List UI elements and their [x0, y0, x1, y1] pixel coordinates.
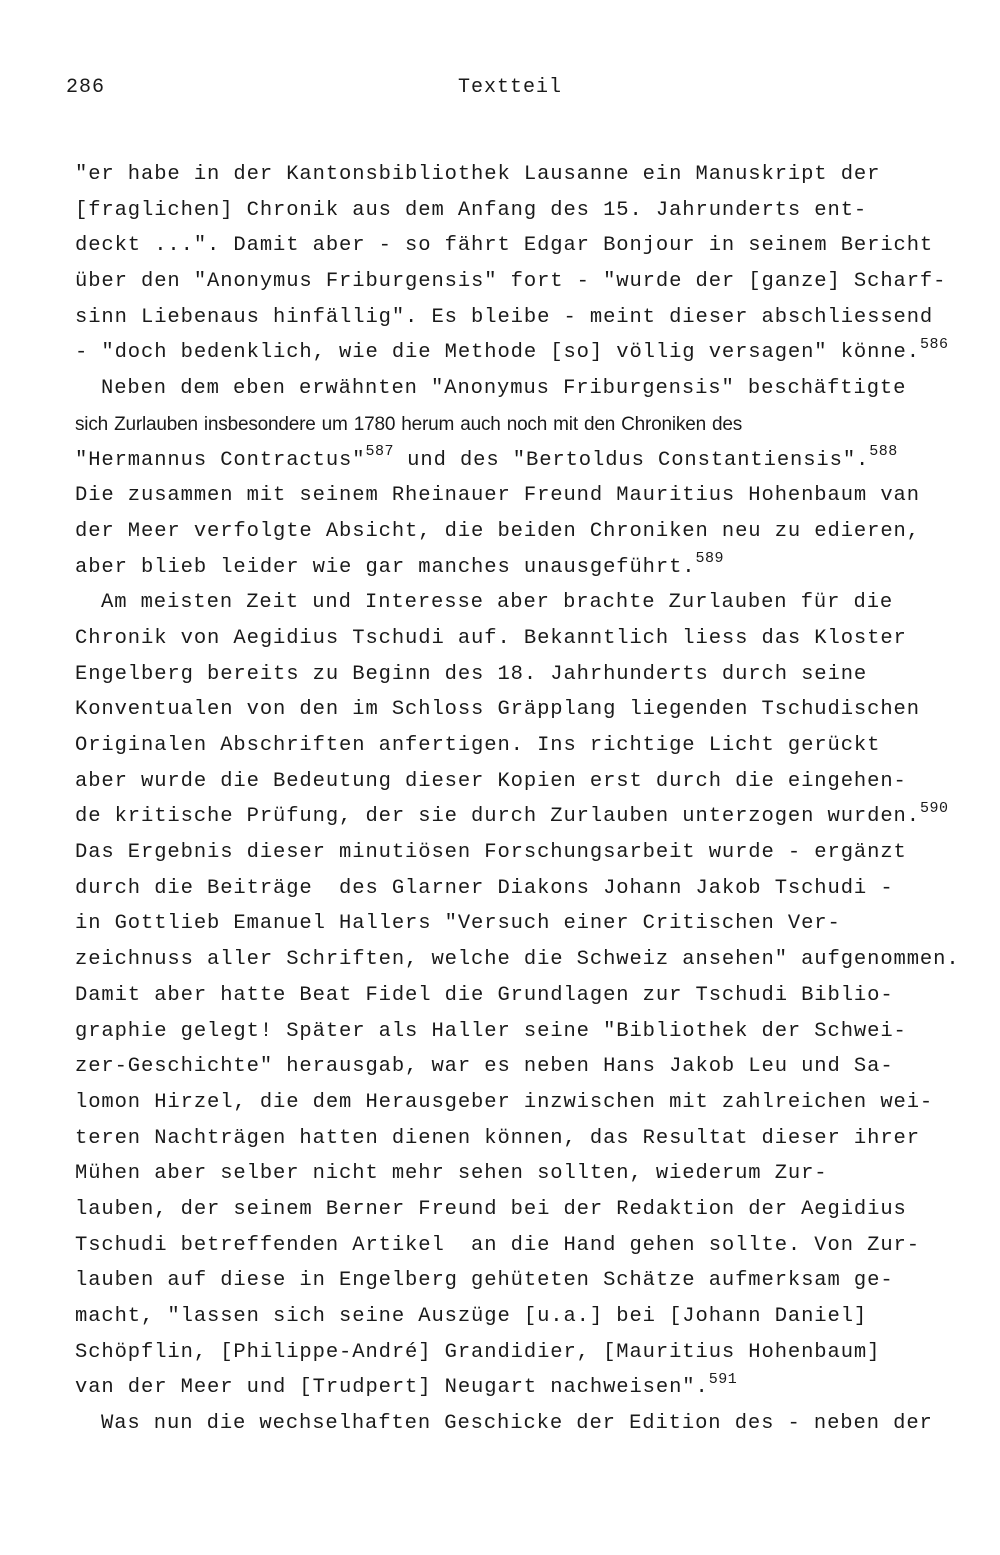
text-line: [75, 874, 990, 910]
footnote-marker: 591: [708, 1370, 738, 1388]
line-text: aber wurde die Bedeutung dieser Kopien erst durch die eingehen-: [75, 769, 907, 793]
text-line: [75, 838, 990, 874]
text-line: [75, 695, 990, 731]
text-line: [75, 231, 990, 267]
line-text: "Hermannus Contractus": [75, 448, 366, 472]
text-line: [75, 481, 990, 517]
line-text: - "doch bedenklich, wie die Methode [so] völlig versagen" könne.: [75, 341, 920, 365]
line-text: Was nun die wechselhaften Geschicke der Edition des - neben der: [101, 1412, 933, 1436]
page-header: [66, 76, 936, 102]
line-text: zeichnuss aller Schriften, welche die Schweiz ansehen" aufgenommen.: [75, 948, 960, 972]
line-text: der Meer verfolgte Absicht, die beiden Chroniken neu zu edieren,: [75, 519, 920, 543]
line-text: durch die Beiträge des Glarner Diakons Johann Jakob Tschudi -: [75, 876, 894, 900]
line-text: Am meisten Zeit und Interesse aber brachte Zurlauben für die: [101, 591, 894, 615]
line-text-continued: und des "Bertoldus Constantiensis".: [393, 448, 870, 472]
line-text: Das Ergebnis dieser minutiösen Forschungsarbeit wurde - ergänzt: [75, 841, 907, 865]
line-text: teren Nachträgen hatten dienen können, das Resultat dieser ihrer: [75, 1126, 920, 1150]
text-line: [75, 1088, 990, 1124]
text-line: [75, 374, 990, 410]
text-line: [75, 981, 990, 1017]
text-line: [75, 945, 990, 981]
text-line: [75, 1017, 990, 1053]
text-line: [75, 1266, 990, 1302]
line-text: Mühen aber selber nicht mehr sehen sollten, wiederum Zur-: [75, 1162, 828, 1186]
text-line: [75, 660, 990, 696]
text-line: [75, 442, 990, 482]
text-line: [75, 549, 990, 589]
line-text: Schöpflin, [Philippe-André] Grandidier, [Mauritius Hohenbaum]: [75, 1340, 881, 1364]
text-line: [75, 1124, 990, 1160]
line-text: Engelberg bereits zu Beginn des 18. Jahrhunderts durch seine: [75, 662, 868, 686]
line-text: lauben, der seinem Berner Freund bei der Redaktion der Aegidius: [75, 1197, 907, 1221]
running-head: Textteil: [458, 76, 563, 99]
body-text: [75, 160, 990, 1445]
text-line: [75, 799, 990, 838]
line-text: aber blieb leider wie gar manches unausgeführt.: [75, 555, 696, 579]
text-line: [75, 267, 990, 303]
line-text: de kritische Prüfung, der sie durch Zurlauben unterzogen wurden.: [75, 805, 920, 829]
line-text: Damit aber hatte Beat Fidel die Grundlagen zur Tschudi Biblio-: [75, 983, 894, 1007]
line-text: Chronik von Aegidius Tschudi auf. Bekanntlich liess das Kloster: [75, 626, 907, 650]
footnote-marker: 587: [365, 442, 394, 460]
line-text: über den "Anonymus Friburgensis" fort - "wurde der [ganze] Scharf-: [75, 270, 947, 294]
line-text: in Gottlieb Emanuel Hallers "Versuch einer Critischen Ver-: [75, 912, 841, 936]
line-text: graphie gelegt! Später als Haller seine "Bibliothek der Schwei-: [75, 1019, 907, 1043]
line-text: Originalen Abschriften anfertigen. Ins richtige Licht gerückt: [75, 734, 881, 757]
line-text: deckt ...". Damit aber - so fährt Edgar Bonjour in seinem Bericht: [75, 234, 934, 258]
text-line: [75, 1195, 990, 1231]
text-line: [75, 767, 990, 803]
text-line: [75, 1338, 990, 1374]
text-line: [75, 624, 990, 660]
text-line: [75, 909, 990, 945]
text-line: [75, 517, 990, 553]
text-line: [75, 196, 990, 232]
text-line: [75, 335, 990, 374]
text-line: [75, 588, 990, 624]
line-text: lauben auf diese in Engelberg gehüteten Schätze aufmerksam ge-: [75, 1269, 894, 1293]
text-line: [75, 731, 990, 767]
text-line: [75, 1409, 990, 1445]
text-line: [75, 1370, 990, 1409]
text-line: [75, 1159, 990, 1195]
line-text: zer-Geschichte" herausgab, war es neben Hans Jakob Leu und Sa-: [75, 1055, 894, 1079]
line-text: [fraglichen] Chronik aus dem Anfang des 15. Jahrunderts ent-: [75, 198, 868, 222]
line-text: lomon Hirzel, die dem Herausgeber inzwischen mit zahlreichen wei-: [75, 1090, 934, 1114]
line-text: Konventualen von den im Schloss Gräpplang liegenden Tschudischen: [75, 698, 920, 722]
line-text: van der Meer und [Trudpert] Neugart nachweisen".: [75, 1376, 709, 1400]
footnote-marker: 589: [695, 549, 725, 567]
line-text: Neben dem eben erwähnten "Anonymus Friburgensis" beschäftigte: [101, 377, 907, 401]
text-line: [75, 160, 990, 196]
footnote-marker: 588: [869, 442, 898, 460]
line-text: macht, "lassen sich seine Auszüge [u.a.] bei [Johann Daniel]: [75, 1305, 868, 1328]
text-line: [75, 1302, 990, 1338]
text-line: [75, 410, 990, 446]
footnote-marker: 586: [919, 335, 949, 353]
line-text: Tschudi betreffenden Artikel an die Hand gehen sollte. Von Zur-: [75, 1233, 920, 1257]
line-text: sinn Liebenaus hinfällig". Es bleibe - meint dieser abschliessend: [75, 305, 934, 329]
line-text: Die zusammen mit seinem Rheinauer Freund Mauritius Hohenbaum van: [75, 484, 920, 508]
line-text: "er habe in der Kantonsbibliothek Lausanne ein Manuskript der: [75, 163, 881, 186]
footnote-marker: 590: [919, 799, 949, 817]
text-line: [75, 303, 990, 339]
text-line: [75, 1231, 990, 1267]
page-number: 286: [66, 76, 106, 99]
text-line: [75, 1052, 990, 1088]
line-text: sich Zurlauben insbesondere um 1780 herum auch noch mit den Chroniken des: [75, 413, 743, 435]
